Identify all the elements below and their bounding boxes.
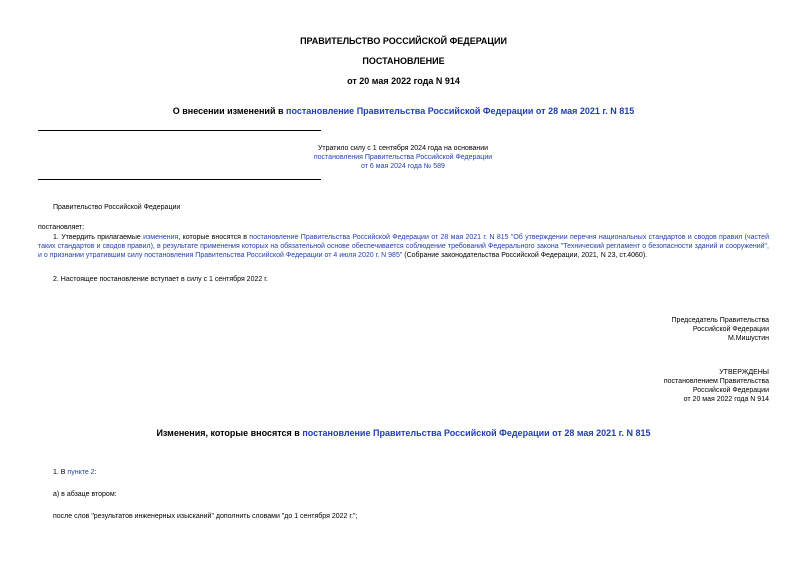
paragraph-2: 2. Настоящее постановление вступает в силу с 1 сентября 2022 г.	[53, 276, 268, 283]
document-date-number: от 20 мая 2022 года N 914	[347, 76, 460, 86]
signature-org: Российской Федерации	[692, 326, 769, 333]
resolves-word: постановляет:	[38, 224, 85, 231]
expired-note-line1: Утратило силу с 1 сентября 2024 года на основании	[317, 145, 489, 152]
document-title	[0, 106, 807, 117]
changes-title-prefix: Изменения, которые вносятся в	[156, 428, 303, 438]
changes-title-link[interactable]: постановление Правительства Российской Федерации от 28 мая 2021 г. N 815	[302, 428, 651, 438]
expired-note-link-line2[interactable]: постановления Правительства Российской Федерации	[313, 154, 493, 161]
title-link[interactable]: постановление Правительства Российской Федерации от 28 мая 2021 г. N 815	[286, 106, 635, 116]
divider-bottom	[38, 179, 321, 180]
signature-name: М.Мишустин	[727, 335, 769, 342]
government-name: Правительство Российской Федерации	[53, 204, 181, 211]
change-item-1-prefix: 1. В	[53, 469, 68, 476]
expired-note	[270, 144, 536, 171]
signature-position: Председатель Правительства	[671, 317, 769, 324]
approval-block	[664, 368, 769, 404]
change-item-1	[53, 468, 97, 477]
change-item-1-suffix: :	[94, 469, 97, 476]
paragraph-1-text-c: (Собрание законодательства Российской Федерации, 2021, N 23, ст.4060).	[402, 252, 648, 259]
approval-line1: УТВЕРЖДЕНЫ	[719, 369, 769, 376]
paragraph-1-text-a: 1. Утвердить прилагаемые	[53, 234, 144, 241]
change-item-1a-text: после слов "результатов инженерных изысканий" дополнить словами "до 1 сентября 2022 г.";	[53, 513, 358, 520]
changes-link[interactable]: изменения	[143, 234, 179, 241]
approval-line2: постановлением Правительства	[663, 378, 769, 385]
title-prefix: О внесении изменений в	[172, 106, 287, 116]
paragraph-1-text-b: , которые вносятся в	[178, 234, 250, 241]
approval-line3: Российской Федерации	[692, 387, 769, 394]
changes-title	[0, 428, 807, 439]
expired-note-link-line3[interactable]: от 6 мая 2024 года № 589	[361, 163, 445, 170]
approval-line4: от 20 мая 2022 года N 914	[683, 396, 769, 403]
signature-block	[672, 316, 769, 343]
divider-top	[38, 130, 321, 131]
government-heading: ПРАВИТЕЛЬСТВО РОССИЙСКОЙ ФЕДЕРАЦИИ	[300, 36, 507, 46]
resolution-815-link[interactable]: постановление Правительства Российской Федерации от 28 мая 2021 г. N 815 "Об утверждении перечня национальных стандартов и сводов правил (частей таких стандартов и сводов правил), в результате применения которых на обязательной основе обеспечивается соблюдение требований Федерального закона "Технический регламент о безопасности зданий и сооружений", и о признании утратившим силу постановления Правительства Российской Федерации от 4 июля 2020 г. N 985"	[38, 234, 769, 259]
change-item-1a: а) в абзаце втором:	[53, 491, 117, 498]
paragraph-1	[38, 233, 769, 260]
point-2-link[interactable]: пункте 2	[67, 469, 95, 476]
document-type: ПОСТАНОВЛЕНИЕ	[362, 56, 445, 66]
